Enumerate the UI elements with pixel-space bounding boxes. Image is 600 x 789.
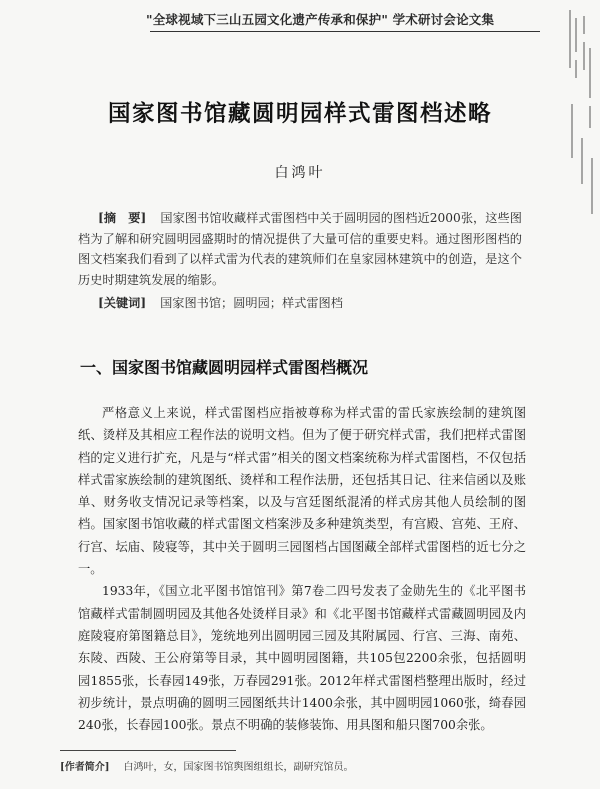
- author-name: 白鸿叶: [274, 165, 326, 181]
- header-rule: [150, 31, 540, 32]
- abstract-paragraph: [78, 208, 522, 290]
- paper-title: 国家图书馆藏圆明园样式雷图档述略: [107, 101, 492, 127]
- footnote: [60, 758, 540, 773]
- keywords-text: 国家图书馆；圆明园；样式雷图档: [160, 296, 343, 310]
- footnote-text: 白鸿叶，女，国家图书馆舆图组组长，副研究馆员。: [123, 762, 354, 773]
- keywords-label: [关键词]: [98, 296, 147, 310]
- abstract-text: 国家图书馆收藏样式雷图档中关于圆明园的图档近2000张，这些图档为了解和研究圆明园盛期时的情况提供了大量可信的重要史料。通过图形图档的图文档案我们看到了以样式雷为代表的建筑师们在皇家园林建筑中的创造，是这个历史时期建筑发展的缩影。: [78, 211, 522, 287]
- running-header: "全球视域下三山五园文化遗产传承和保护" 学术研讨会论文集: [146, 12, 495, 27]
- abstract-label: [摘 要]: [98, 211, 147, 225]
- keywords: [98, 294, 522, 311]
- abstract: [78, 208, 522, 290]
- footnote-label: [作者简介]: [60, 762, 110, 773]
- body-paragraph-2: 1933年，《国立北平图书馆馆刊》第7卷二四号发表了金勋先生的《北平图书馆藏样式雷制圆明园及其他各处烫样目录》和《北平图书馆藏样式雷藏圆明园及内庭陵寝府第图籍总目》，笼统地列出圆明园三园及其附属园、行宫、三海、南苑、东陵、西陵、王公府第等目录，其中圆明园图籍，共105包2200余张，包括圆明园1855张，长春园149张，万春园291张。2012年样式雷图档整理出版时，经过初步统计，景点明确的圆明三园图纸共计1400余张，其中圆明园1060张，绮春园240张，长春园100张。景点不明确的装修装饰、用具图和船只图700余张。: [78, 584, 526, 733]
- footnote-rule: [60, 750, 236, 751]
- body-paragraph-1: 严格意义上来说，样式雷图档应指被尊称为样式雷的雷氏家族绘制的建筑图纸、烫样及其相应工程作法的说明文档。但为了便于研究样式雷，我们把样式雷图档的定义进行扩充，凡是与“样式雷”相关的图文档案统称为样式雷图档，不仅包括样式雷家族绘制的建筑图纸、烫样和工程作法册，还包括其日记、往来信函以及账单、财务收支情况记录等档案，以及与宫廷图纸混淆的样式房其他人员绘制的图档。国家图书馆收藏的样式雷图文档案涉及多种建筑类型，有宫殿、宫苑、王府、行宫、坛庙、陵寝等，其中关于圆明三园图档占国图藏全部样式雷图档的近七分之一。: [78, 406, 526, 577]
- body-text: [78, 402, 526, 736]
- section-heading: 一、国家图书馆藏圆明园样式雷图档概况: [80, 358, 369, 377]
